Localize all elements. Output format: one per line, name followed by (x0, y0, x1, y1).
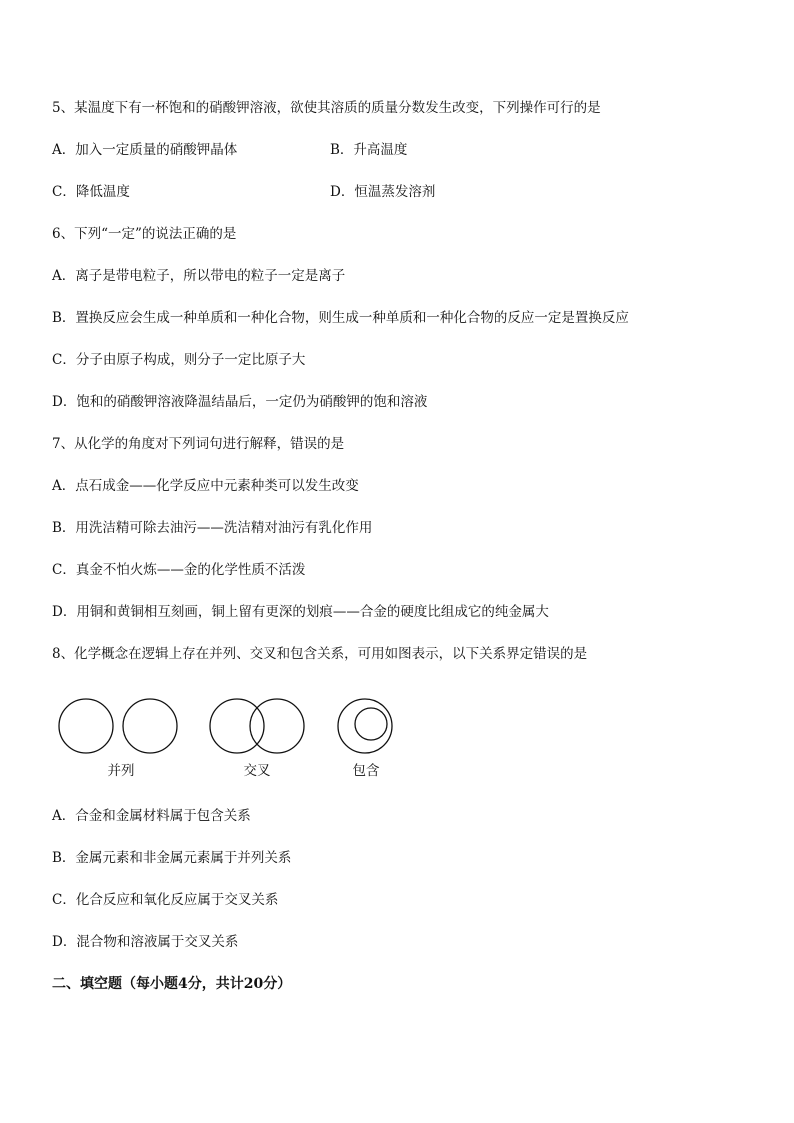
figure-label-parallel: 并列 (107, 763, 135, 779)
parallel-circle-right (123, 699, 177, 753)
question-7-option-a: A．点石成金——化学反应中元素种类可以发生改变 (52, 478, 359, 494)
contain-circle-inner (355, 708, 387, 740)
contain-circle-outer (338, 699, 392, 753)
question-5-option-a: A．加入一定质量的硝酸钾晶体 (52, 142, 238, 158)
section-2-heading: 二、填空题（每小题4分，共计20分） (52, 976, 292, 992)
question-5-option-c: C．降低温度 (52, 184, 130, 200)
question-8-stem: 8、化学概念在逻辑上存在并列、交叉和包含关系，可用如图表示，以下关系界定错误的是 (52, 646, 588, 662)
question-8-option-c: C．化合反应和氧化反应属于交叉关系 (52, 892, 279, 908)
question-6-stem: 6、下列“一定”的说法正确的是 (52, 226, 237, 242)
question-6-option-d: D．饱和的硝酸钾溶液降温结晶后，一定仍为硝酸钾的饱和溶液 (52, 394, 428, 410)
question-7-option-d: D．用铜和黄铜相互刻画，铜上留有更深的划痕——合金的硬度比组成它的纯金属大 (52, 604, 549, 620)
cross-circle-left (210, 699, 264, 753)
question-5-option-d: D．恒温蒸发溶剂 (330, 184, 436, 200)
question-6-option-c: C．分子由原子构成，则分子一定比原子大 (52, 352, 306, 368)
relationship-diagram (0, 690, 794, 760)
question-6-option-b: B．置换反应会生成一种单质和一种化合物，则生成一种单质和一种化合物的反应一定是置换反应 (52, 310, 629, 326)
question-8-option-a: A．合金和金属材料属于包含关系 (52, 808, 251, 824)
question-8-option-b: B．金属元素和非金属元素属于并列关系 (52, 850, 292, 866)
question-6-option-a: A．离子是带电粒子，所以带电的粒子一定是离子 (52, 268, 346, 284)
question-7-option-c: C．真金不怕火炼——金的化学性质不活泼 (52, 562, 306, 578)
figure-label-contain: 包含 (352, 763, 380, 779)
figure-label-cross: 交叉 (243, 763, 271, 779)
question-7-option-b: B．用洗洁精可除去油污——洗洁精对油污有乳化作用 (52, 520, 373, 536)
question-7-stem: 7、从化学的角度对下列词句进行解释，错误的是 (52, 436, 345, 452)
question-5-option-b: B．升高温度 (330, 142, 408, 158)
cross-circle-right (250, 699, 304, 753)
question-8-option-d: D．混合物和溶液属于交叉关系 (52, 934, 239, 950)
question-5-stem: 5、某温度下有一杯饱和的硝酸钾溶液，欲使其溶质的质量分数发生改变，下列操作可行的是 (52, 100, 601, 116)
parallel-circle-left (59, 699, 113, 753)
